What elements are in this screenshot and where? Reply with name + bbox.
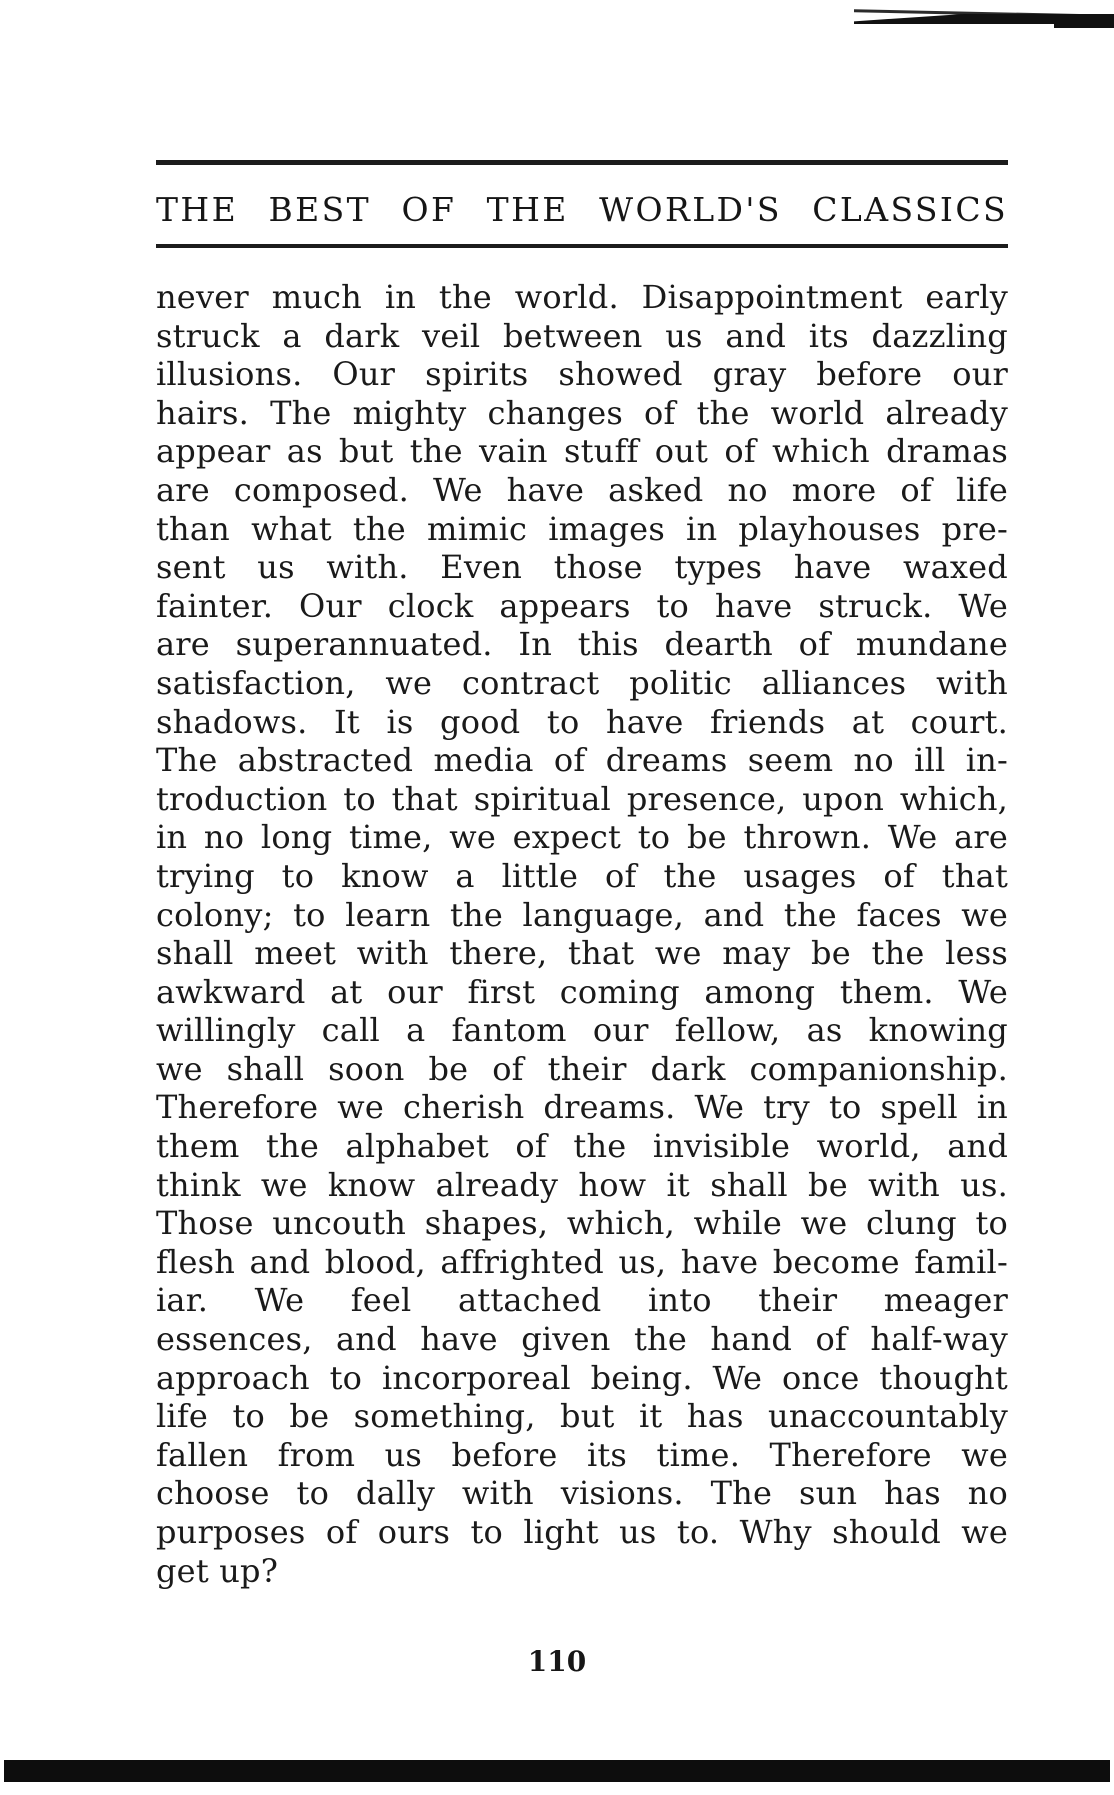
text-line: flesh and blood, affrighted us, have become famil-	[156, 1242, 1008, 1281]
text-line: essences, and have given the hand of half-way	[156, 1320, 1008, 1359]
text-line: Therefore we cherish dreams. We try to spell in	[156, 1088, 1008, 1127]
text-line: shadows. It is good to have friends at court.	[156, 702, 1008, 741]
text-line: hairs. The mighty changes of the world already	[156, 393, 1008, 432]
bottom-scan-bar	[4, 1760, 1110, 1782]
top-corner-block	[1054, 18, 1114, 28]
text-line: are composed. We have asked no more of life	[156, 470, 1008, 509]
text-line: them the alphabet of the invisible world, and	[156, 1127, 1008, 1166]
text-line: trying to know a little of the usages of that	[156, 856, 1008, 895]
text-line: think we know already how it shall be with us.	[156, 1165, 1008, 1204]
text-line: appear as but the vain stuff out of which dramas	[156, 432, 1008, 471]
text-line: colony; to learn the language, and the faces we	[156, 895, 1008, 934]
text-line: choose to dally with visions. The sun has no	[156, 1474, 1008, 1513]
text-line: willingly call a fantom our fellow, as knowing	[156, 1011, 1008, 1050]
text-line: life to be something, but it has unaccountably	[156, 1397, 1008, 1436]
text-line: than what the mimic images in playhouses pre-	[156, 509, 1008, 548]
text-line: are superannuated. In this dearth of mundane	[156, 625, 1008, 664]
text-line: in no long time, we expect to be thrown. We are	[156, 818, 1008, 857]
text-line: troduction to that spiritual presence, upon which,	[156, 779, 1008, 818]
top-corner-scan-bar	[854, 8, 1114, 34]
text-line: get up?	[156, 1551, 279, 1590]
text-line: iar. We feel attached into their meager	[156, 1281, 1008, 1320]
body-text	[156, 278, 1008, 1590]
text-line: shall meet with there, that we may be the less	[156, 934, 1008, 973]
running-header: THE BEST OF THE WORLD'S CLASSICS	[156, 190, 1008, 229]
text-line: purposes of ours to light us to. Why should we	[156, 1513, 1008, 1551]
text-line: struck a dark veil between us and its dazzling	[156, 316, 1008, 355]
text-line: Those uncouth shapes, which, while we clung to	[156, 1204, 1008, 1243]
text-line: satisfaction, we contract politic alliances with	[156, 663, 1008, 702]
header-rule-bottom	[156, 244, 1008, 248]
text-line: we shall soon be of their dark companionship.	[156, 1049, 1008, 1088]
text-line: awkward at our first coming among them. We	[156, 972, 1008, 1011]
header-rule-top	[156, 160, 1008, 165]
text-line: approach to incorporeal being. We once thought	[156, 1358, 1008, 1397]
text-line: sent us with. Even those types have waxed	[156, 548, 1008, 587]
text-line: illusions. Our spirits showed gray before our	[156, 355, 1008, 394]
text-line: never much in the world. Disappointment early	[156, 278, 1008, 316]
text-line: The abstracted media of dreams seem no ill in-	[156, 741, 1008, 780]
text-line: fallen from us before its time. Therefore we	[156, 1435, 1008, 1474]
page-number: 110	[527, 1645, 587, 1678]
text-line: fainter. Our clock appears to have struck. We	[156, 586, 1008, 625]
